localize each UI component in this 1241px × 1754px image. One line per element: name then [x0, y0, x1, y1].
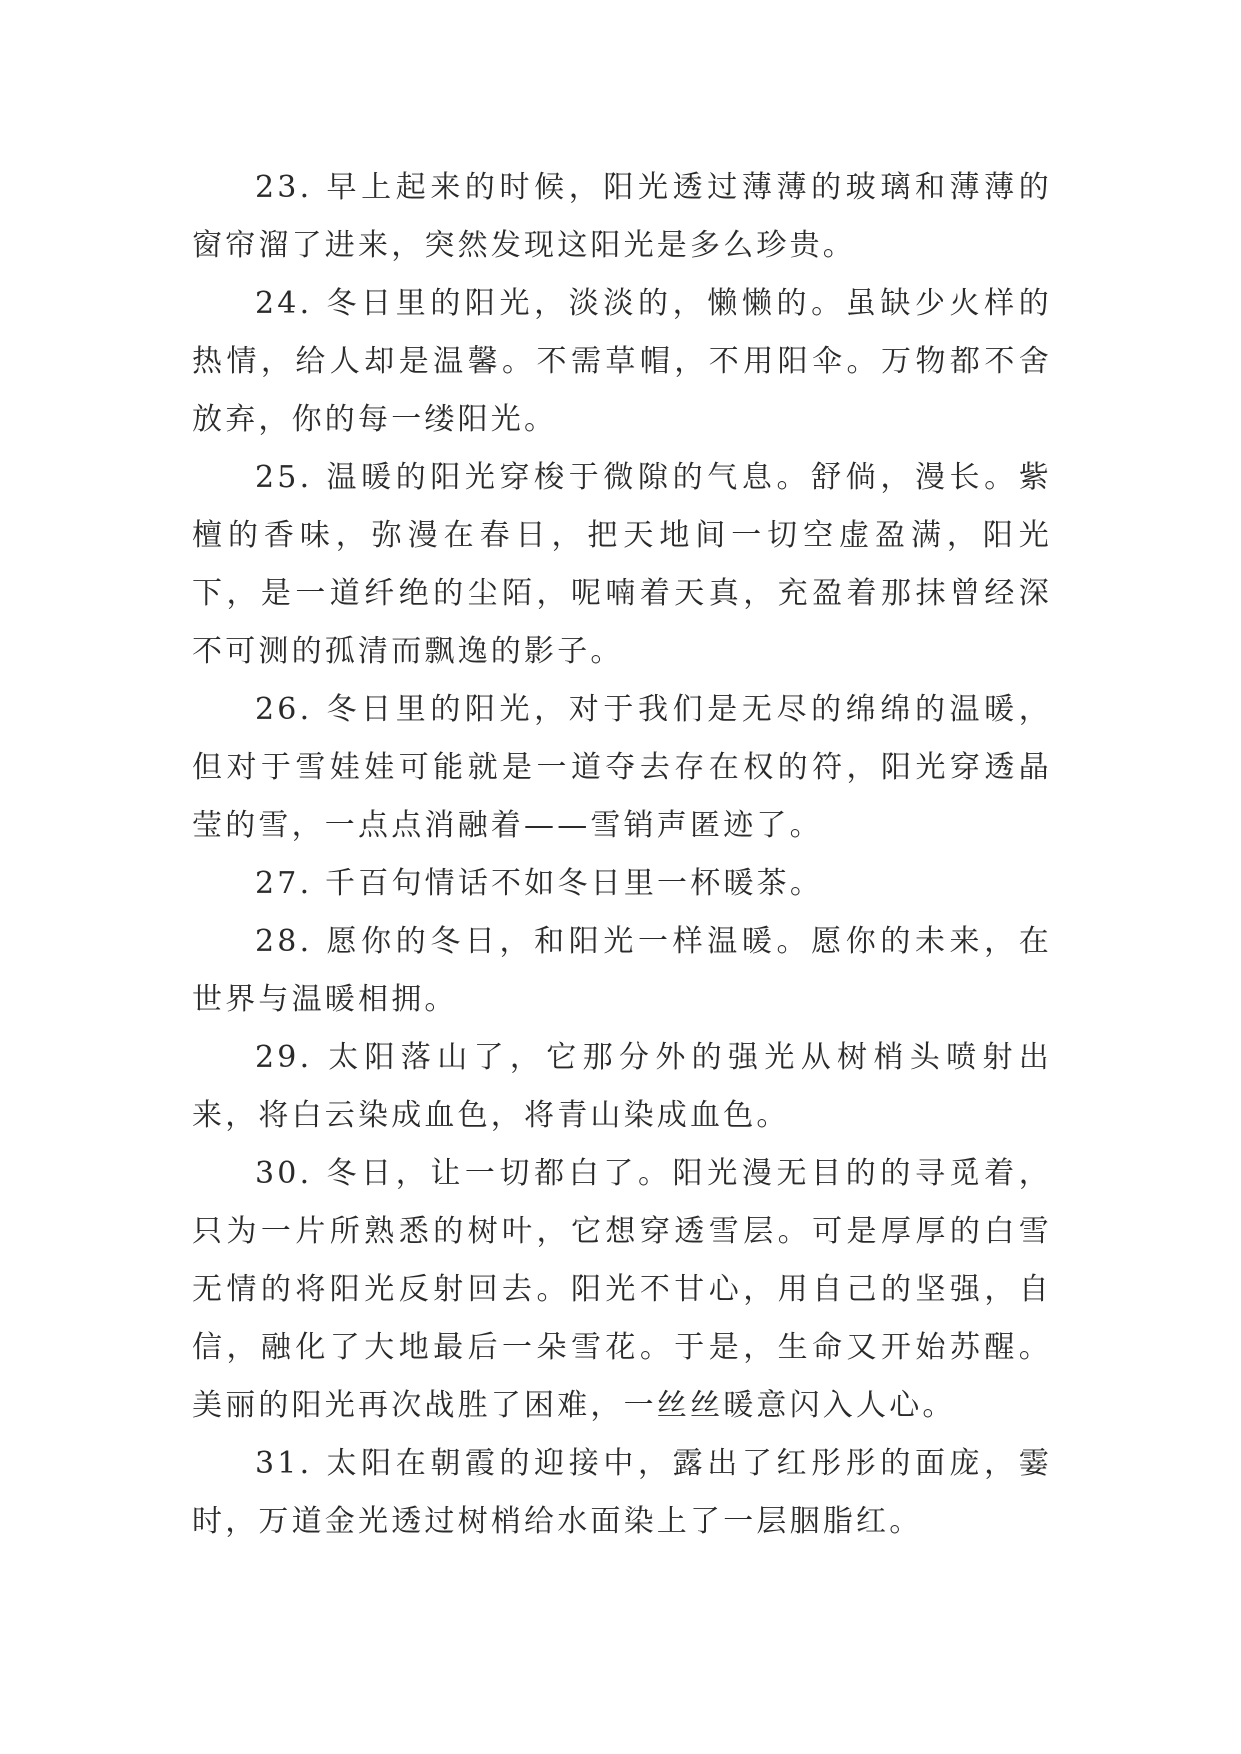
paragraph-29: 29. 太阳落山了，它那分外的强光从树梢头喷射出来，将白云染成血色，将青山染成血色。	[192, 1040, 1052, 1133]
paragraph-27: 27. 千百句情话不如冬日里一杯暖茶。	[255, 866, 824, 901]
paragraph-28: 28. 愿你的冬日，和阳光一样温暖。愿你的未来，在世界与温暖相拥。	[192, 924, 1052, 1017]
paragraph-23: 23. 早上起来的时候，阳光透过薄薄的玻璃和薄薄的窗帘溜了进来，突然发现这阳光是多么珍贵。	[192, 170, 1052, 263]
paragraph-26: 26. 冬日里的阳光，对于我们是无尽的绵绵的温暖，但对于雪娃娃可能就是一道夺去存在权的符，阳光穿透晶莹的雪，一点点消融着——雪销声匿迹了。	[192, 692, 1052, 843]
paragraph-30: 30. 冬日，让一切都白了。阳光漫无目的的寻觅着，只为一片所熟悉的树叶，它想穿透雪层。可是厚厚的白雪无情的将阳光反射回去。阳光不甘心，用自己的坚强，自信，融化了大地最后一朵雪花。于是，生命又开始苏醒。美丽的阳光再次战胜了困难，一丝丝暖意闪入人心。	[192, 1156, 1052, 1423]
paragraph-31: 31. 太阳在朝霞的迎接中，露出了红彤彤的面庞，霎时，万道金光透过树梢给水面染上了一层胭脂红。	[192, 1446, 1052, 1539]
document-body	[192, 159, 1052, 1551]
paragraph-25: 25. 温暖的阳光穿梭于微隙的气息。舒倘，漫长。紫檀的香味，弥漫在春日，把天地间一切空虚盈满，阳光下，是一道纤绝的尘陌，呢喃着天真，充盈着那抹曾经深不可测的孤清而飘逸的影子。	[192, 460, 1052, 669]
paragraph-24: 24. 冬日里的阳光，淡淡的，懒懒的。虽缺少火样的热情，给人却是温馨。不需草帽，不用阳伞。万物都不舍放弃，你的每一缕阳光。	[192, 286, 1052, 437]
